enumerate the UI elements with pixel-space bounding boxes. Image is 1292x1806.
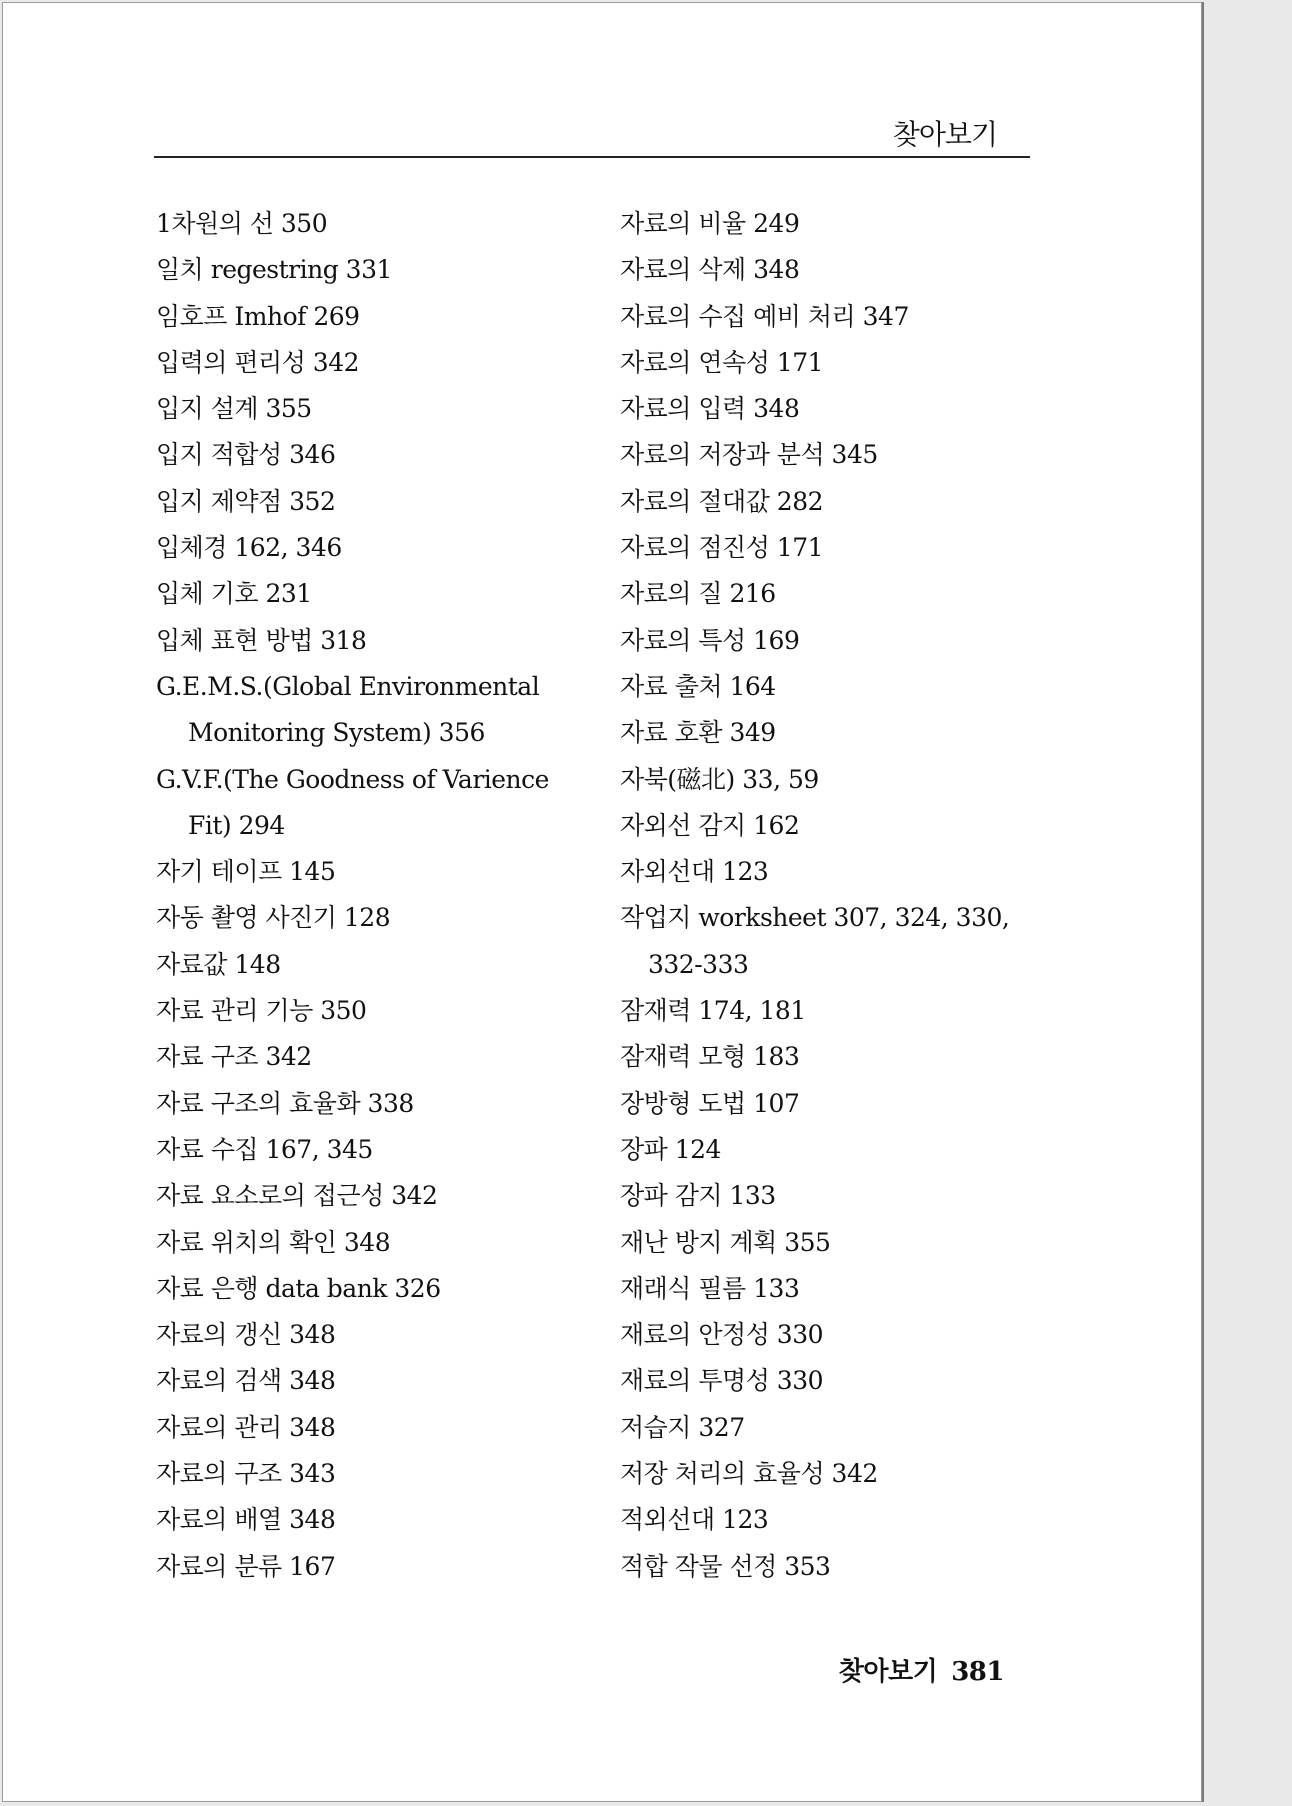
- index-entry: 입지 적합성 346: [156, 440, 336, 470]
- header-rule: [154, 156, 1030, 158]
- index-entry: 자료의 비율 249: [620, 209, 800, 238]
- index-entry: 자료 요소로의 접근성 342: [156, 1181, 438, 1211]
- index-entry: 잠재력 모형 183: [620, 1042, 800, 1072]
- index-entry: 자료의 수집 예비 처리 347: [620, 301, 909, 331]
- index-entry: 입지 설계 355: [156, 394, 312, 424]
- index-entry: 잠재력 174, 181: [620, 996, 806, 1026]
- index-entry: 장파 감지 133: [620, 1181, 776, 1211]
- index-entry: 자료의 삭제 348: [620, 255, 800, 285]
- index-entry: 자외선대 123: [620, 857, 769, 887]
- index-entry: 입지 제약점 352: [156, 486, 336, 516]
- page: [2, 2, 1202, 1802]
- index-entry: 자료의 질 216: [620, 579, 776, 609]
- index-entry: 입체 기호 231: [156, 579, 312, 609]
- index-entry: 입력의 편리성 342: [156, 347, 360, 377]
- index-entry: G.E.M.S.(Global Environmental: [156, 671, 540, 701]
- index-entry: 자료의 분류 167: [156, 1551, 336, 1581]
- page-footer: [839, 1651, 1004, 1688]
- index-entry-continuation: 332-333: [648, 949, 749, 979]
- index-entry: 자료 호환 349: [620, 718, 776, 748]
- index-entry: 자료 수집 167, 345: [156, 1134, 373, 1164]
- index-entry: 자료 구조 342: [156, 1042, 312, 1072]
- index-entry: 적합 작물 선정 353: [620, 1551, 831, 1581]
- running-head-title: 찾아보기: [892, 118, 997, 151]
- index-column-left: [156, 201, 596, 1590]
- index-entry: 임호프 Imhof 269: [156, 301, 360, 331]
- index-entry: 장파 124: [620, 1134, 721, 1164]
- footer-label: 찾아보기: [838, 1657, 938, 1687]
- index-entry: 자북(磁北) 33, 59: [620, 764, 819, 794]
- index-entry: G.V.F.(The Goodness of Varience: [156, 764, 549, 794]
- index-entry: 자료값 148: [156, 949, 281, 979]
- index-entry: 자료의 갱신 348: [156, 1320, 336, 1350]
- index-entry: 재료의 투명성 330: [620, 1366, 824, 1396]
- page-number: 381: [951, 1657, 1004, 1687]
- index-entry: 자료의 저장과 분석 345: [620, 440, 878, 470]
- index-entry: 자기 테이프 145: [156, 857, 336, 887]
- index-entry: 자료의 배열 348: [156, 1505, 336, 1535]
- index-entry: 재난 방지 계획 355: [620, 1227, 831, 1257]
- index-entry: 재래식 필름 133: [620, 1273, 800, 1303]
- index-entry: 저장 처리의 효율성 342: [620, 1459, 878, 1489]
- index-entry: 작업지 worksheet 307, 324, 330,: [620, 903, 1010, 933]
- index-entry: 입체 표현 방법 318: [156, 625, 367, 655]
- index-entry: 자료 구조의 효율화 338: [156, 1088, 414, 1118]
- index-entry: 자료 관리 기능 350: [156, 996, 367, 1026]
- index-entry: 자료 은행 data bank 326: [156, 1273, 441, 1303]
- index-entry: 자외선 감지 162: [620, 810, 800, 840]
- index-entry: 자료의 특성 169: [620, 625, 800, 655]
- index-entry: 1차원의 선 350: [156, 209, 328, 238]
- index-entry: 자료의 검색 348: [156, 1366, 336, 1396]
- index-entry: 일치 regestring 331: [156, 255, 392, 285]
- index-entry: 재료의 안정성 330: [620, 1320, 824, 1350]
- index-column-right: [620, 201, 1060, 1590]
- index-entry: 자료의 점진성 171: [620, 533, 824, 563]
- index-entry: 입체경 162, 346: [156, 533, 342, 563]
- index-entry-continuation: Fit) 294: [188, 810, 285, 840]
- index-entry: 자료 출처 164: [620, 671, 776, 701]
- index-entry: 자동 촬영 사진기 128: [156, 903, 391, 933]
- index-entry: 저습지 327: [620, 1412, 745, 1442]
- index-entry: 적외선대 123: [620, 1505, 769, 1535]
- index-entry: 자료의 절대값 282: [620, 486, 824, 516]
- index-entry: 자료의 입력 348: [620, 394, 800, 424]
- index-entry: 자료 위치의 확인 348: [156, 1227, 391, 1257]
- index-entry-continuation: Monitoring System) 356: [188, 718, 485, 748]
- index-entry: 자료의 관리 348: [156, 1412, 336, 1442]
- index-entry: 장방형 도법 107: [620, 1088, 800, 1118]
- index-entry: 자료의 구조 343: [156, 1459, 336, 1489]
- index-entry: 자료의 연속성 171: [620, 347, 824, 377]
